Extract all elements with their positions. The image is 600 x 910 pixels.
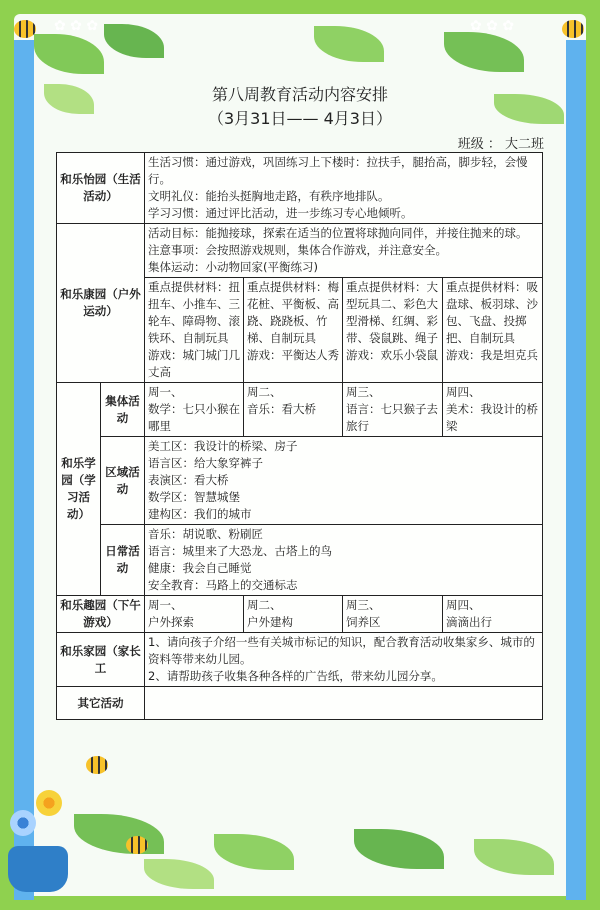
material-text: 重点提供材料：扭扭车、小推车、三轮车、障碍物、滚铁环、自制玩具 [148,280,240,345]
list-item: 生活习惯：通过游戏，巩固练习上下楼时：拉扶手，腿抬高，脚步轻，会慢行。 [148,155,528,186]
day-content: 户外探索 [148,615,194,629]
list-item: 音乐：胡说歌、粉刷匠 [148,527,263,541]
game-text: 游戏：城门城门几丈高 [148,348,240,379]
game-text: 游戏：平衡达人秀 [247,348,339,362]
table-row [57,525,543,596]
list-item: 注意事项：会按照游戏规则，集体合作游戏，并注意安全。 [148,243,447,257]
day-label: 周三、 [346,598,381,612]
study-day-cell [244,383,343,437]
table-row [57,383,543,437]
day-content: 饲养区 [346,615,381,629]
outdoor-day-cell [343,278,443,383]
list-item: 文明礼仪：能抬头挺胸地走路，有秩序地排队。 [148,189,390,203]
other-content [145,687,543,720]
leaf-decoration [104,24,164,58]
subsection-daily: 日常活动 [101,525,145,596]
star-icon: ✿ ✿ ✿ [470,18,515,34]
list-item: 活动目标：能抛接球，探索在适当的位置将球抛向同伴，并接住抛来的球。 [148,226,528,240]
daily-content [145,525,543,596]
day-content: 音乐：看大桥 [247,402,316,416]
list-item: 健康：我会自己睡觉 [148,561,252,575]
flower-icon [10,810,36,836]
section-name-fun: 和乐趣园（下午游戏） [57,596,145,633]
day-label: 周二、 [247,385,282,399]
fun-day-cell [443,596,543,633]
list-item: 数学区：智慧城堡 [148,490,240,504]
material-text: 重点提供材料：吸盘球、板羽球、沙包、飞盘、投掷把、自制玩具 [446,280,538,345]
section-name-life: 和乐怡园（生活活动） [57,153,145,224]
area-content [145,437,543,525]
day-label: 周四、 [446,598,481,612]
fun-day-cell [343,596,443,633]
list-item: 语言区：给大象穿裤子 [148,456,263,470]
game-text: 游戏：欢乐小袋鼠 [346,348,438,362]
flower-icon [36,790,62,816]
leaf-decoration [144,859,214,889]
section-name-other: 其它活动 [57,687,145,720]
leaf-decoration [214,834,294,870]
day-content: 滴滴出行 [446,615,492,629]
outdoor-day-cell [244,278,343,383]
day-content: 美术：我设计的桥梁 [446,402,538,433]
day-label: 周一、 [148,598,183,612]
leaf-decoration [474,839,554,875]
list-item: 美工区：我设计的桥梁、房子 [148,439,298,453]
outdoor-day-cell [145,278,244,383]
leaf-decoration [74,814,164,854]
list-item: 2、请帮助孩子收集各种各样的广告纸，带来幼儿园分享。 [148,669,443,683]
day-label: 周二、 [247,598,282,612]
fun-day-cell [145,596,244,633]
bee-icon [562,20,584,38]
section-content-outdoor [145,224,543,278]
table-row [57,633,543,687]
table-row [57,437,543,525]
right-stripe [566,40,586,900]
day-content: 数学：七只小猴在哪里 [148,402,240,433]
leaf-decoration [314,26,384,62]
study-day-cell [145,383,244,437]
study-day-cell [443,383,543,437]
list-item: 安全教育：马路上的交通标志 [148,578,298,592]
left-stripe [14,40,34,900]
table-row [57,687,543,720]
section-name-home: 和乐家园（家长工 [57,633,145,687]
outdoor-day-cell [443,278,543,383]
watering-can-icon [8,846,68,892]
bee-icon [86,756,108,774]
leaf-decoration [34,34,104,74]
material-text: 重点提供材料：大型玩具二、彩色大型滑梯、红绸、彩带、袋鼠跳、绳子 [346,280,438,345]
list-item: 学习习惯：通过评比活动，进一步练习专心地倾听。 [148,206,413,220]
day-content: 户外建构 [247,615,293,629]
section-content-life [145,153,543,224]
bee-icon [126,836,148,854]
star-icon: ✿ ✿ ✿ [54,18,99,34]
subsection-group: 集体活动 [101,383,145,437]
page-title: 第八周教育活动内容安排 [211,85,388,104]
bee-icon [14,20,36,38]
table-row [57,596,543,633]
material-text: 重点提供材料：梅花桩、平衡板、高跷、跷跷板、竹梯、自制玩具 [247,280,339,345]
list-item: 建构区：我们的城市 [148,507,252,521]
section-name-study: 和乐学园（学习活动） [57,383,101,596]
list-item: 1、请向孩子介绍一些有关城市标记的知识，配合教育活动收集家乡、城市的资料等带来幼儿园。 [148,635,535,666]
day-content: 语言：七只猴子去旅行 [346,402,438,433]
subsection-area: 区域活动 [101,437,145,525]
list-item: 集体运动：小动物回家(平衡练习) [148,260,318,274]
table-row [57,224,543,278]
day-label: 周三、 [346,385,381,399]
list-item: 表演区：看大桥 [148,473,229,487]
leaf-decoration [354,829,444,869]
day-label: 周四、 [446,385,481,399]
leaf-decoration [444,32,524,72]
fun-day-cell [244,596,343,633]
home-content [145,633,543,687]
page-subtitle: （3月31日—— 4月3日） [208,109,392,128]
day-label: 周一、 [148,385,183,399]
game-text: 游戏：我是坦克兵 [446,348,538,362]
schedule-table [56,152,543,720]
class-label: 班级 ： 大二班 [457,137,544,152]
section-name-outdoor: 和乐康园（户外运动） [57,224,145,383]
table-row [57,153,543,224]
list-item: 语言：城里来了大恐龙、古塔上的鸟 [148,544,332,558]
study-day-cell [343,383,443,437]
